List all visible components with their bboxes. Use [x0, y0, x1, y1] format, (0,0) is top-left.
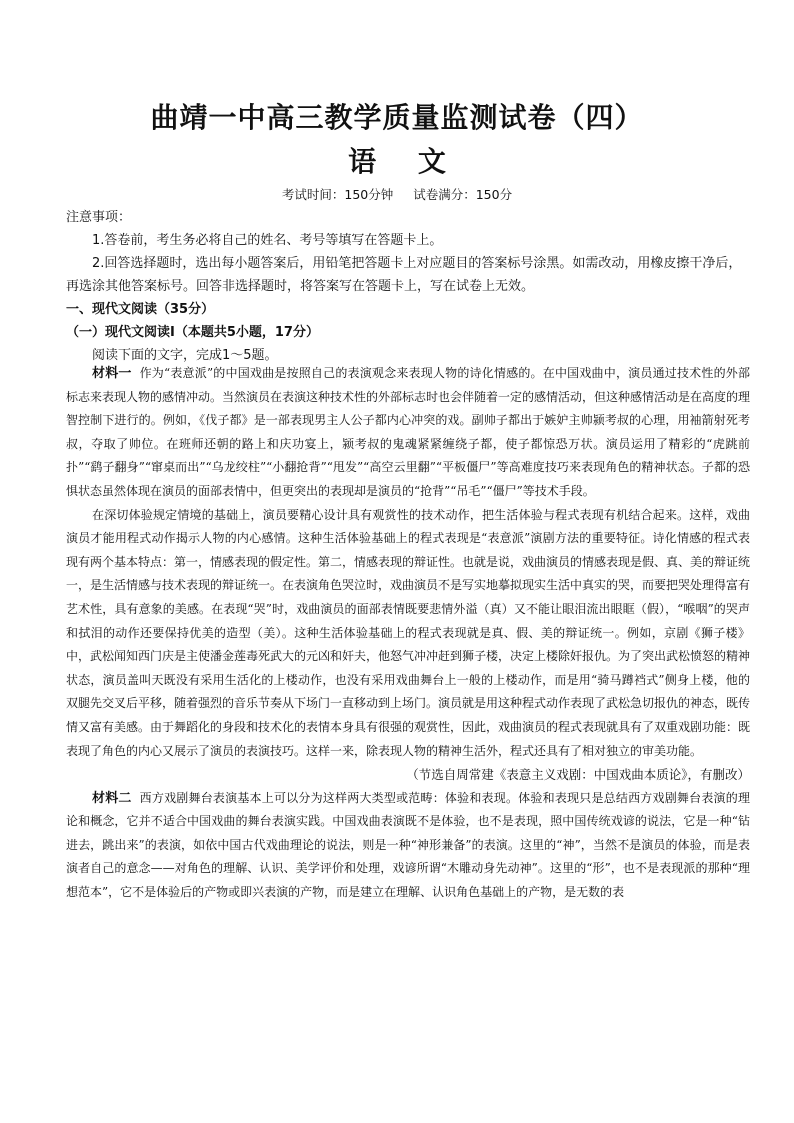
material1-source: （节选自周常建《表意主义戏剧：中国戏曲本质论》，有删改） — [406, 767, 750, 783]
exam-info — [0, 185, 794, 203]
subject-title: 语 文 — [348, 145, 462, 178]
material1-text1: 作为“表意派”的中国戏曲是按照自己的表演观念来表现人物的诗化情感的。在中国戏曲中，演员通过技术性的外部标志来表现人物的感情冲动。当然演员在表演这种技术性的外部标志时也会伴随着一定的感情活动，但这种感情活动是在高度的理智控制下进行的。例如，《伐子都》是一部表现男主人公子都内心冲突的戏。副帅子都出于嫉妒主帅颍考叔的心理，用袖箭射死考叔，夺取了帅位。在班师还朝的路上和庆功宴上，颍考叔的鬼魂紧紧缠绕子都，使子都惊恐万状。演员运用了精彩的“虎跳前扑”“鹞子翻身”“窜桌而出”“乌龙绞柱”“小翻抢背”“甩发”“高空云里翻”“平板僵尸”等高难度技巧来表现角色的精神状态。子都的恐惧状态虽然体现在演员的面部表情中，但更突出的表现却是演员的“抢背”“吊毛”“僵尸”等技术手段。 — [66, 366, 751, 498]
material2-paragraph1 — [66, 787, 750, 905]
note-item: 1.答卷前，考生务必将自己的姓名、考号等填写在答题卡上。 — [92, 233, 443, 248]
section-heading: 一、现代文阅读（35分） — [66, 302, 215, 317]
material1-label: 材料一 — [92, 366, 132, 381]
material2-label: 材料二 — [92, 790, 132, 806]
subsection-heading: （一）现代文阅读Ⅰ（本题共5小题，17分） — [66, 325, 319, 340]
material1-paragraph2: 在深切体验规定情境的基础上，演员要精心设计具有观赏性的技术动作，把生活体验与程式表现有机结合起来。这样，戏曲演员才能用程式动作揭示人物的内心感情。这种生活体验基础上的程式表现是“表意派”演剧方法的重要特征。诗化情感的程式表现有两个基本特点：第一，情感表现的假定性。第二，情感表现的辩证性。也就是说，戏曲演员的情感表现是假、真、美的辩证统一，是生活情感与技术表现的辩证统一。在表演角色哭泣时，戏曲演员不是写实地摹拟现实生活中真实的哭，而要把哭处理得富有艺术性，具有意象的美感。在表现“哭”时，戏曲演员的面部表情既要悲情外溢（真）又不能让眼泪流出眼眶（假），“喉咽”的哭声和拭泪的动作还要保持优美的造型（美）。这种生活体验基础上的程式表现就是真、假、美的辩证统一。例如，京剧《狮子楼》中，武松闻知西门庆是主使潘金莲毒死武大的元凶和奸夫，他怒气冲冲赶到狮子楼，决定上楼除奸报仇。为了突出武松愤怒的精神状态，演员盖叫天既没有采用生活化的上楼动作，也没有采用戏曲舞台上一般的上楼动作，而是用“骑马蹲裆式”侧身上楼，他的双腿先交叉后平移，随着强烈的音乐节奏从下场门一直移动到上场门。演员就是用这种程式动作表现了武松急切报仇的神态，既传情又富有美感。由于舞蹈化的身段和技术化的表情本身具有很强的观赏性，因此，戏曲演员的程式表现就具有了双重戏剧功能：既表现了角色的内心又展示了演员的表演技巧。这样一来，除表现人物的精神生活外，程式还具有了相对独立的审美功能。 — [66, 507, 751, 758]
exam-time: 考试时间：150分钟 — [281, 187, 394, 202]
reading-text — [66, 362, 750, 905]
notes-section — [66, 206, 746, 367]
notes-heading: 注意事项： — [66, 210, 132, 225]
reading-instruction: 阅读下面的文字，完成1～5题。 — [92, 348, 278, 363]
material2-text1: 西方戏剧舞台表演基本上可以分为这样两大类型或范畴：体验和表现。体验和表现只是总结西方戏剧舞台表演的理论和概念，它并不适合中国戏曲的舞台表演实践。中国戏曲表演既不是体验，也不是表现，照中国传统戏谚的说法，它是一种“钻进去，跳出来”的表演，如依中国古代戏曲理论的说法，则是一种“神形兼备”的表演。这里的“神”，当然不是演员的体验，而是表演者自己的意念——对角色的理解、认识、美学评价和处理，戏谚所谓“木雕动身先动神”。这里的“形”，也不是表现派的那种“理想范本”，它不是体验后的产物或即兴表演的产物，而是建立在理解、认识角色基础上的产物，是无数的表 — [66, 790, 750, 900]
exam-title: 曲靖一中高三教学质量监测试卷（四） — [150, 101, 644, 134]
material1-paragraph1 — [66, 362, 750, 504]
note-item: 2.回答选择题时，选出每小题答案后，用铅笔把答题卡上对应题目的答案标号涂黑。如需改动，用橡皮擦干净后，再选涂其他答案标号。回答非选择题时，将答案写在答题卡上，写在试卷上无效。 — [66, 256, 742, 294]
full-score: 试卷满分：150分 — [413, 187, 513, 202]
